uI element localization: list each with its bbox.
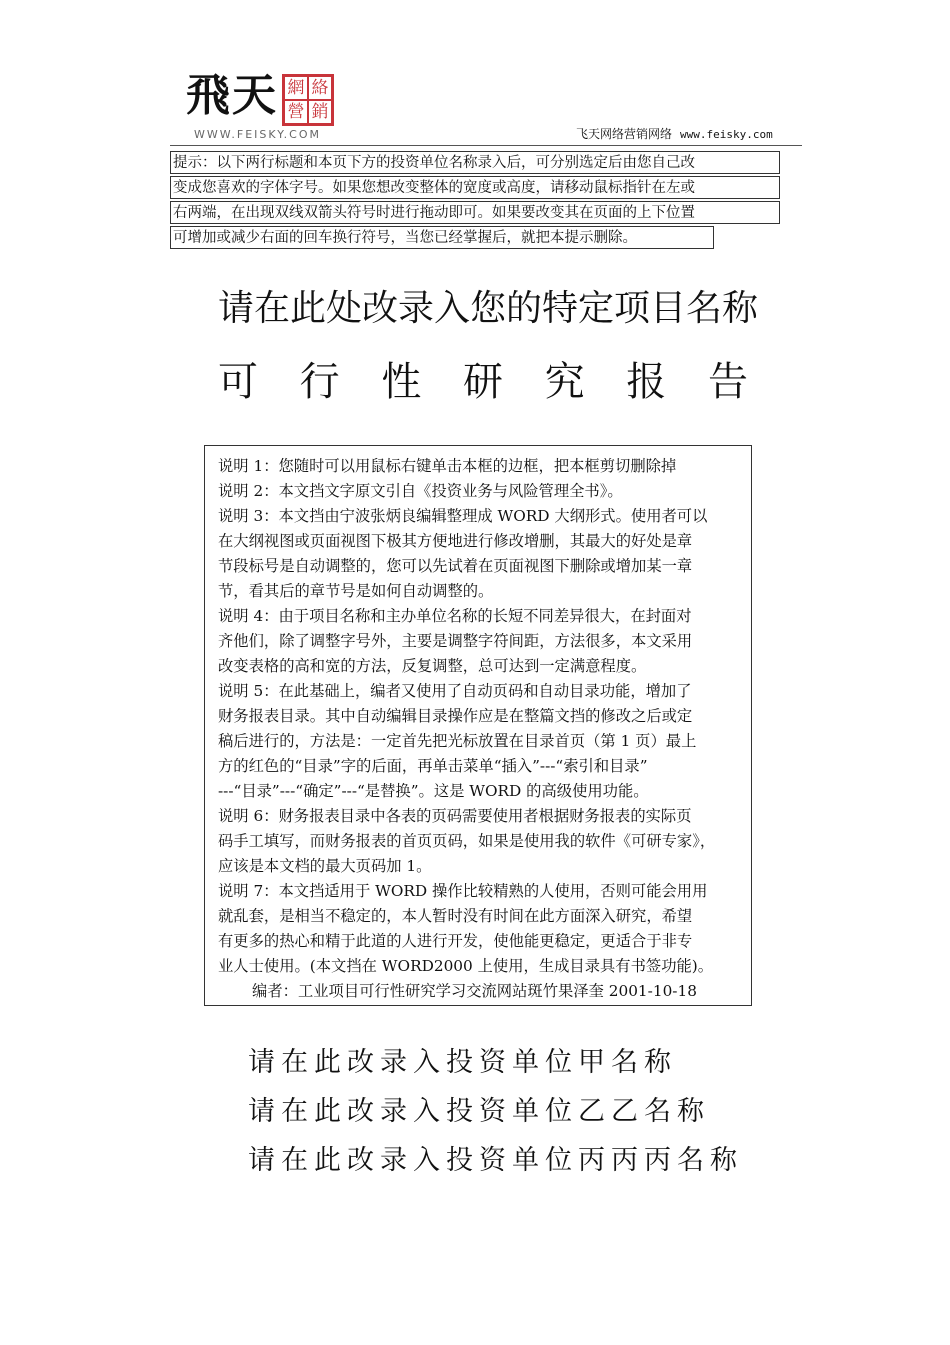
project-title: 请在此处改录入您的特定项目名称 (218, 288, 759, 329)
subtitle-char: 报 (626, 359, 667, 405)
logo-seal-char: 網 (284, 76, 308, 100)
logo-chars: 飛天 (186, 70, 278, 121)
subtitle-char: 可 (218, 359, 258, 405)
note-line: 说明 2：本文挡文字原文引自《投资业务与风险管理全书》。 (218, 482, 623, 500)
note-line: 应该是本文档的最大页码加 1。 (218, 857, 432, 875)
tip-line: 右两端，在出现双线双箭头符号时进行拖动即可。如果要改变其在页面的上下位置 (170, 201, 780, 224)
subtitle-char: 研 (462, 359, 503, 405)
feisky-logo (186, 70, 346, 148)
subtitle-char: 行 (299, 359, 340, 405)
investor-list (248, 1045, 743, 1192)
tip-line: 可增加或减少右面的回车换行符号，当您已经掌握后，就把本提示删除。 (170, 226, 714, 249)
note-line: 就乱套，是相当不稳定的，本人暂时没有时间在此方面深入研究，希望 (218, 907, 693, 925)
note-line: 节段标号是自动调整的，您可以先试着在页面视图下删除或增加某一章 (218, 557, 693, 575)
note-line: 说明 3：本文挡由宁波张炳良编辑整理成 WORD 大纲形式。使用者可以 (218, 507, 708, 525)
brand-url: www.feisky.com (680, 128, 773, 141)
brand-name: 飞天网络营销网络 (576, 127, 673, 141)
tip-line: 变成您喜欢的字体字号。如果您想改变整体的宽度或高度，请移动鼠标指针在左或 (170, 176, 780, 199)
tip-box[interactable] (170, 151, 780, 251)
note-line: 改变表格的高和宽的方法，反复调整，总可达到一定满意程度。 (218, 657, 647, 675)
note-line: 业人士使用。(本文挡在 WORD2000 上使用，生成目录具有书签功能)。 (218, 957, 714, 975)
investor-b-name: 请在此改录入投资单位乙乙名称 (248, 1096, 710, 1127)
note-line: 说明 1：您随时可以用鼠标右键单击本框的边框，把本框剪切删除掉 (218, 457, 677, 475)
note-line: 说明 7：本文挡适用于 WORD 操作比较精熟的人使用，否则可能会用用 (218, 882, 708, 900)
note-line: 方的红色的“目录”字的后面，再单击菜单“插入”---“索引和目录” (218, 757, 648, 775)
note-line: 说明 4：由于项目名称和主办单位名称的长短不同差异很大，在封面对 (218, 607, 692, 625)
subtitle-char: 性 (381, 359, 422, 405)
investor-a-name: 请在此改录入投资单位甲名称 (248, 1047, 677, 1078)
note-line: 码手工填写，而财务报表的首页页码，如果是使用我的软件《可研专家》， (218, 832, 716, 850)
note-line: 说明 6：财务报表目录中各表的页码需要使用者根据财务报表的实际页 (218, 807, 692, 825)
investor-c-name: 请在此改录入投资单位丙丙丙名称 (248, 1145, 743, 1176)
note-line: 在大纲视图或页面视图下极其方便地进行修改增删，其最大的好处是章 (218, 532, 693, 550)
note-line: 齐他们，除了调整字号外，主要是调整字符间距，方法很多，本文采用 (218, 632, 693, 650)
note-line: 说明 5：在此基础上，编者又使用了自动页码和自动目录功能，增加了 (218, 682, 692, 700)
logo-seal-char: 銷 (308, 100, 332, 124)
note-line: 有更多的热心和精于此道的人进行开发，使他能更稳定，更适合于非专 (218, 932, 693, 950)
logo-url: WWW.FEISKY.COM (194, 128, 322, 141)
logo-seal (282, 74, 334, 126)
report-subtitle (218, 350, 748, 407)
subtitle-char: 告 (707, 359, 748, 405)
tip-line: 提示：以下两行标题和本页下方的投资单位名称录入后，可分别选定后由您自己改 (170, 151, 780, 174)
note-line: 财务报表目录。其中自动编辑目录操作应是在整篇文挡的修改之后或定 (218, 707, 693, 725)
logo-seal-char: 營 (284, 100, 308, 124)
subtitle-char: 究 (544, 359, 585, 405)
note-line: 稿后进行的，方法是：一定首先把光标放置在目录首页（第 1 页）最上 (218, 732, 697, 750)
note-line: 节，看其后的章节号是如何自动调整的。 (218, 582, 494, 600)
logo-seal-char: 絡 (308, 76, 332, 100)
header-brand (576, 125, 773, 142)
editor-line: 编者：工业项目可行性研究学习交流网站斑竹果泽奎 2001-10-18 (252, 982, 697, 1000)
header-divider (170, 145, 802, 146)
note-line: ---“目录”---“确定”---“是替换”。这是 WORD 的高级使用功能。 (218, 782, 649, 800)
instructions-box[interactable] (204, 445, 752, 1006)
